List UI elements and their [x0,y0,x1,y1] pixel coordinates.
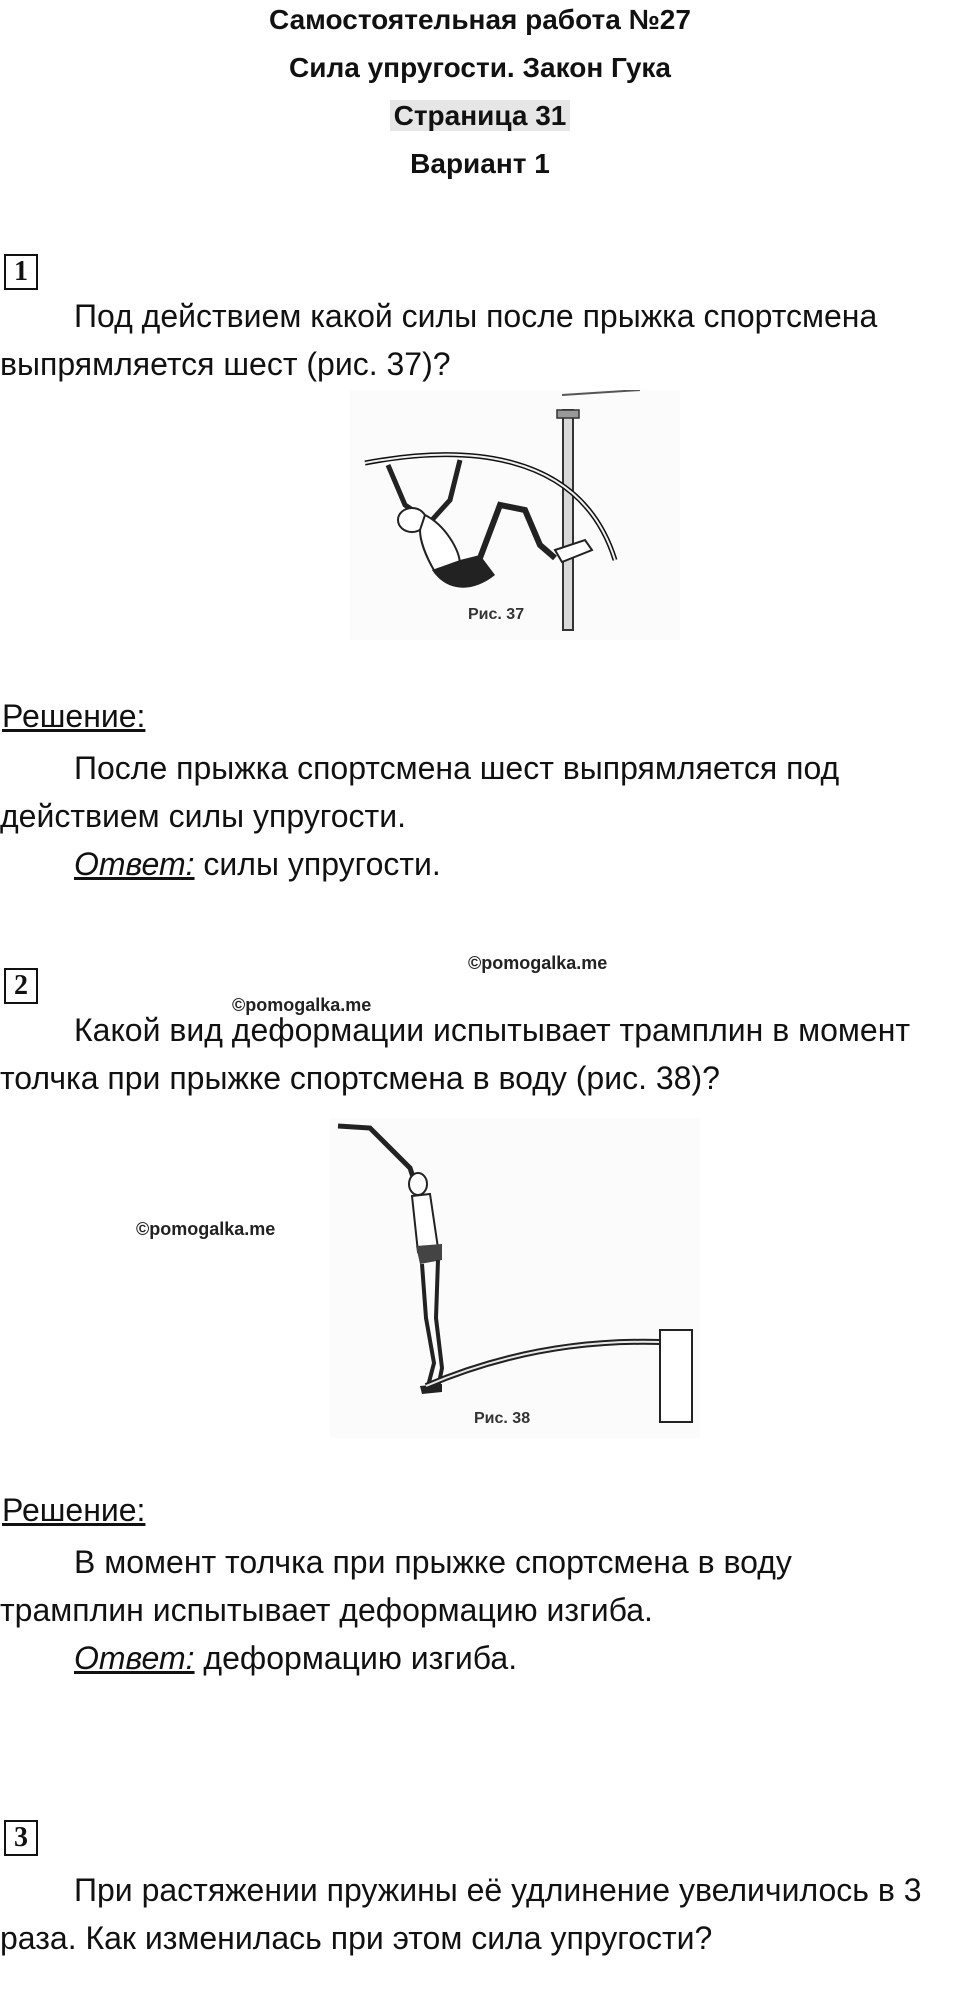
solution-2-line-1: В момент толчка при прыжке спортсмена в воду [74,1544,792,1580]
solution-1-label: Решение: [2,698,146,734]
question-3-number: 3 [4,1820,38,1856]
watermark-3: ©pomogalka.me [136,1219,276,1239]
answer-1 [0,840,960,888]
answer-1-text: силы упругости. [194,846,441,882]
question-2-number: 2 [4,968,38,1004]
solution-2-label: Решение: [2,1492,146,1528]
question-1-text: Под действием какой силы после прыжка спортсмена выпрямляется шест (рис. 37)? [0,298,878,382]
question-2-text: Какой вид деформации испытывает трамплин в момент толчка при прыжке спортсмена в воду (рис. 38)? [0,1012,911,1096]
answer-2 [0,1634,960,1682]
figure-38-springboard-diver [330,1118,700,1438]
page-number-highlight: Страница 31 [390,100,571,131]
topic-title: Сила упругости. Закон Гука [289,52,671,83]
answer-2-label: Ответ: [74,1640,195,1676]
figure-38-caption: Рис. 38 [474,1410,531,1427]
solution-1-line-2: действием силы упругости. [0,798,406,834]
solution-2-line-2: трамплин испытывает деформацию изгиба. [0,1592,653,1628]
figure-37-caption: Рис. 37 [468,606,525,623]
watermark-2: ©pomogalka.me [232,995,372,1015]
question-1-number: 1 [4,254,38,290]
solution-1-line-1: После прыжка спортсмена шест выпрямляется под [74,750,840,786]
worksheet-title: Самостоятельная работа №27 [269,4,691,35]
page-number-label [0,98,960,134]
figure-37-pole-vault [350,390,680,640]
variant-label: Вариант 1 [410,148,550,179]
question-3-text: При растяжении пружины её удлинение увеличилось в 3 раза. Как изменилась при этом сила упругости? [0,1872,922,1956]
watermark-1: ©pomogalka.me [468,953,608,973]
answer-2-text: деформацию изгиба. [194,1640,518,1676]
answer-1-label: Ответ: [74,846,195,882]
